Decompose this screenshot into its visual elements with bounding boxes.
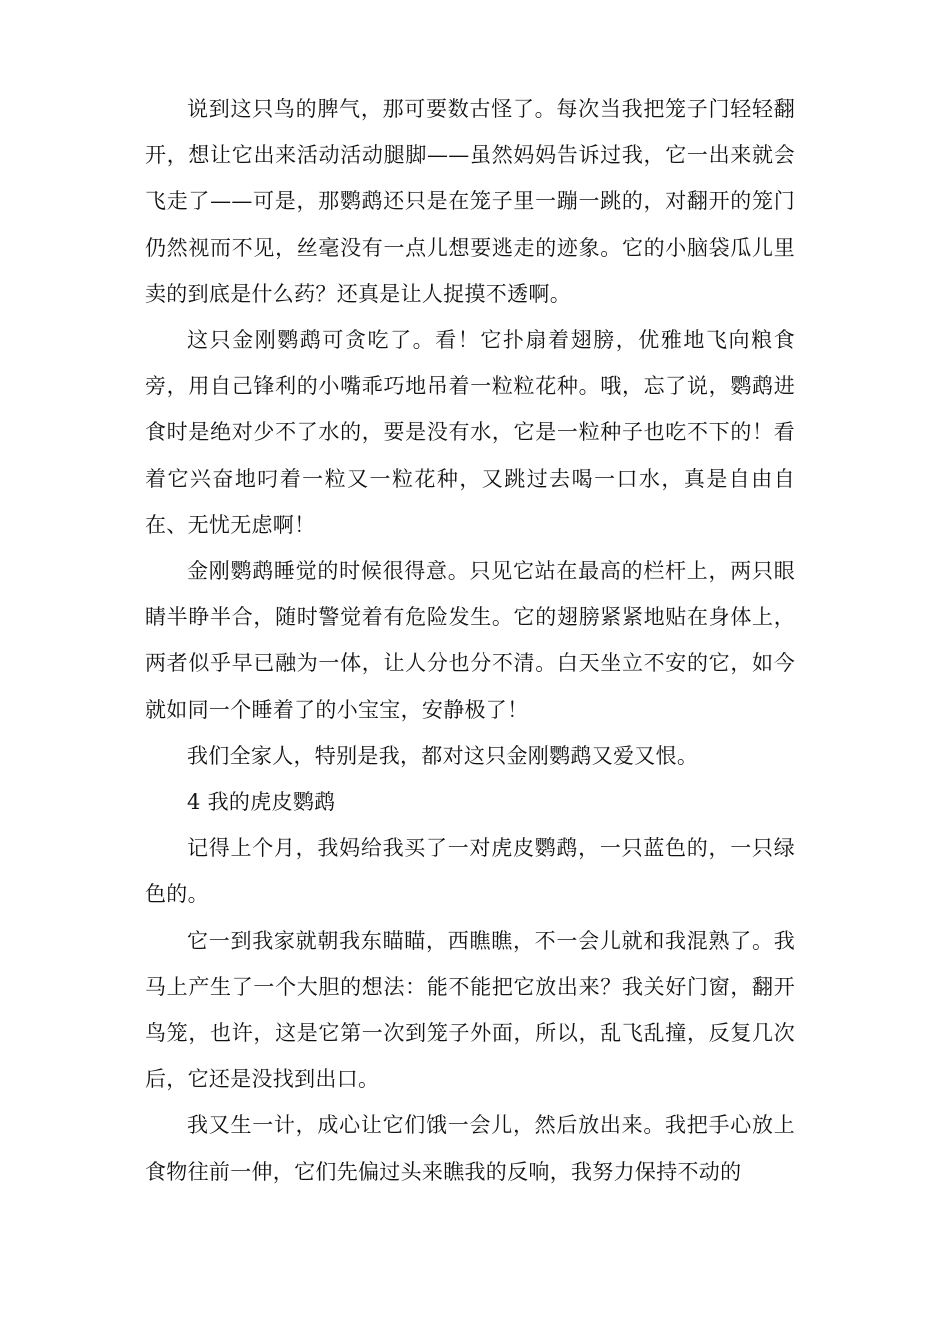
paragraph-5: 记得上个月，我妈给我买了一对虎皮鹦鹉，一只蓝色的，一只绿色的。 <box>145 836 795 907</box>
paragraph-4: 我们全家人，特别是我，都对这只金刚鹦鹉又爱又恨。 <box>187 743 699 768</box>
paragraph-6: 它一到我家就朝我东瞄瞄，西瞧瞧，不一会儿就和我混熟了。我马上产生了一个大胆的想法：能不能把它放出来？我关好门窗，翻开鸟笼，也许，这是它第一次到笼子外面，所以，乱飞乱撞，反复几次后，它还是没找到出口。 <box>145 928 795 1092</box>
paragraph-3: 金刚鹦鹉睡觉的时候很得意。只见它站在最高的栏杆上，两只眼睛半睁半合，随时警觉着有危险发生。它的翅膀紧紧地贴在身体上，两者似乎早已融为一体，让人分也分不清。白天坐立不安的它，如今就如同一个睡着了的小宝宝，安静极了！ <box>145 559 795 722</box>
paragraph-7: 我又生一计，成心让它们饿一会儿，然后放出来。我把手心放上食物往前一伸，它们先偏过头来瞧我的反响，我努力保持不动的 <box>145 1113 795 1184</box>
paragraph-1: 说到这只鸟的脾气，那可要数古怪了。每次当我把笼子门轻轻翻开，想让它出来活动活动腿脚——虽然妈妈告诉过我，它一出来就会飞走了——可是，那鹦鹉还只是在笼子里一蹦一跳的，对翻开的笼门仍然视而不见，丝毫没有一点儿想要逃走的迹象。它的小脑袋瓜儿里卖的到底是什么药？还真是让人捉摸不透啊。 <box>145 97 795 306</box>
document-page <box>145 86 795 1195</box>
paragraph-2: 这只金刚鹦鹉可贪吃了。看！它扑扇着翅膀，优雅地飞向粮食旁，用自己锋利的小嘴乖巧地吊着一粒粒花种。哦，忘了说，鹦鹉进食时是绝对少不了水的，要是没有水，它是一粒种子也吃不下的！看着它兴奋地叼着一粒又一粒花种，又跳过去喝一口水，真是自由自在、无忧无虑啊！ <box>145 328 795 537</box>
section-heading: 4 我的虎皮鹦鹉 <box>187 790 336 815</box>
